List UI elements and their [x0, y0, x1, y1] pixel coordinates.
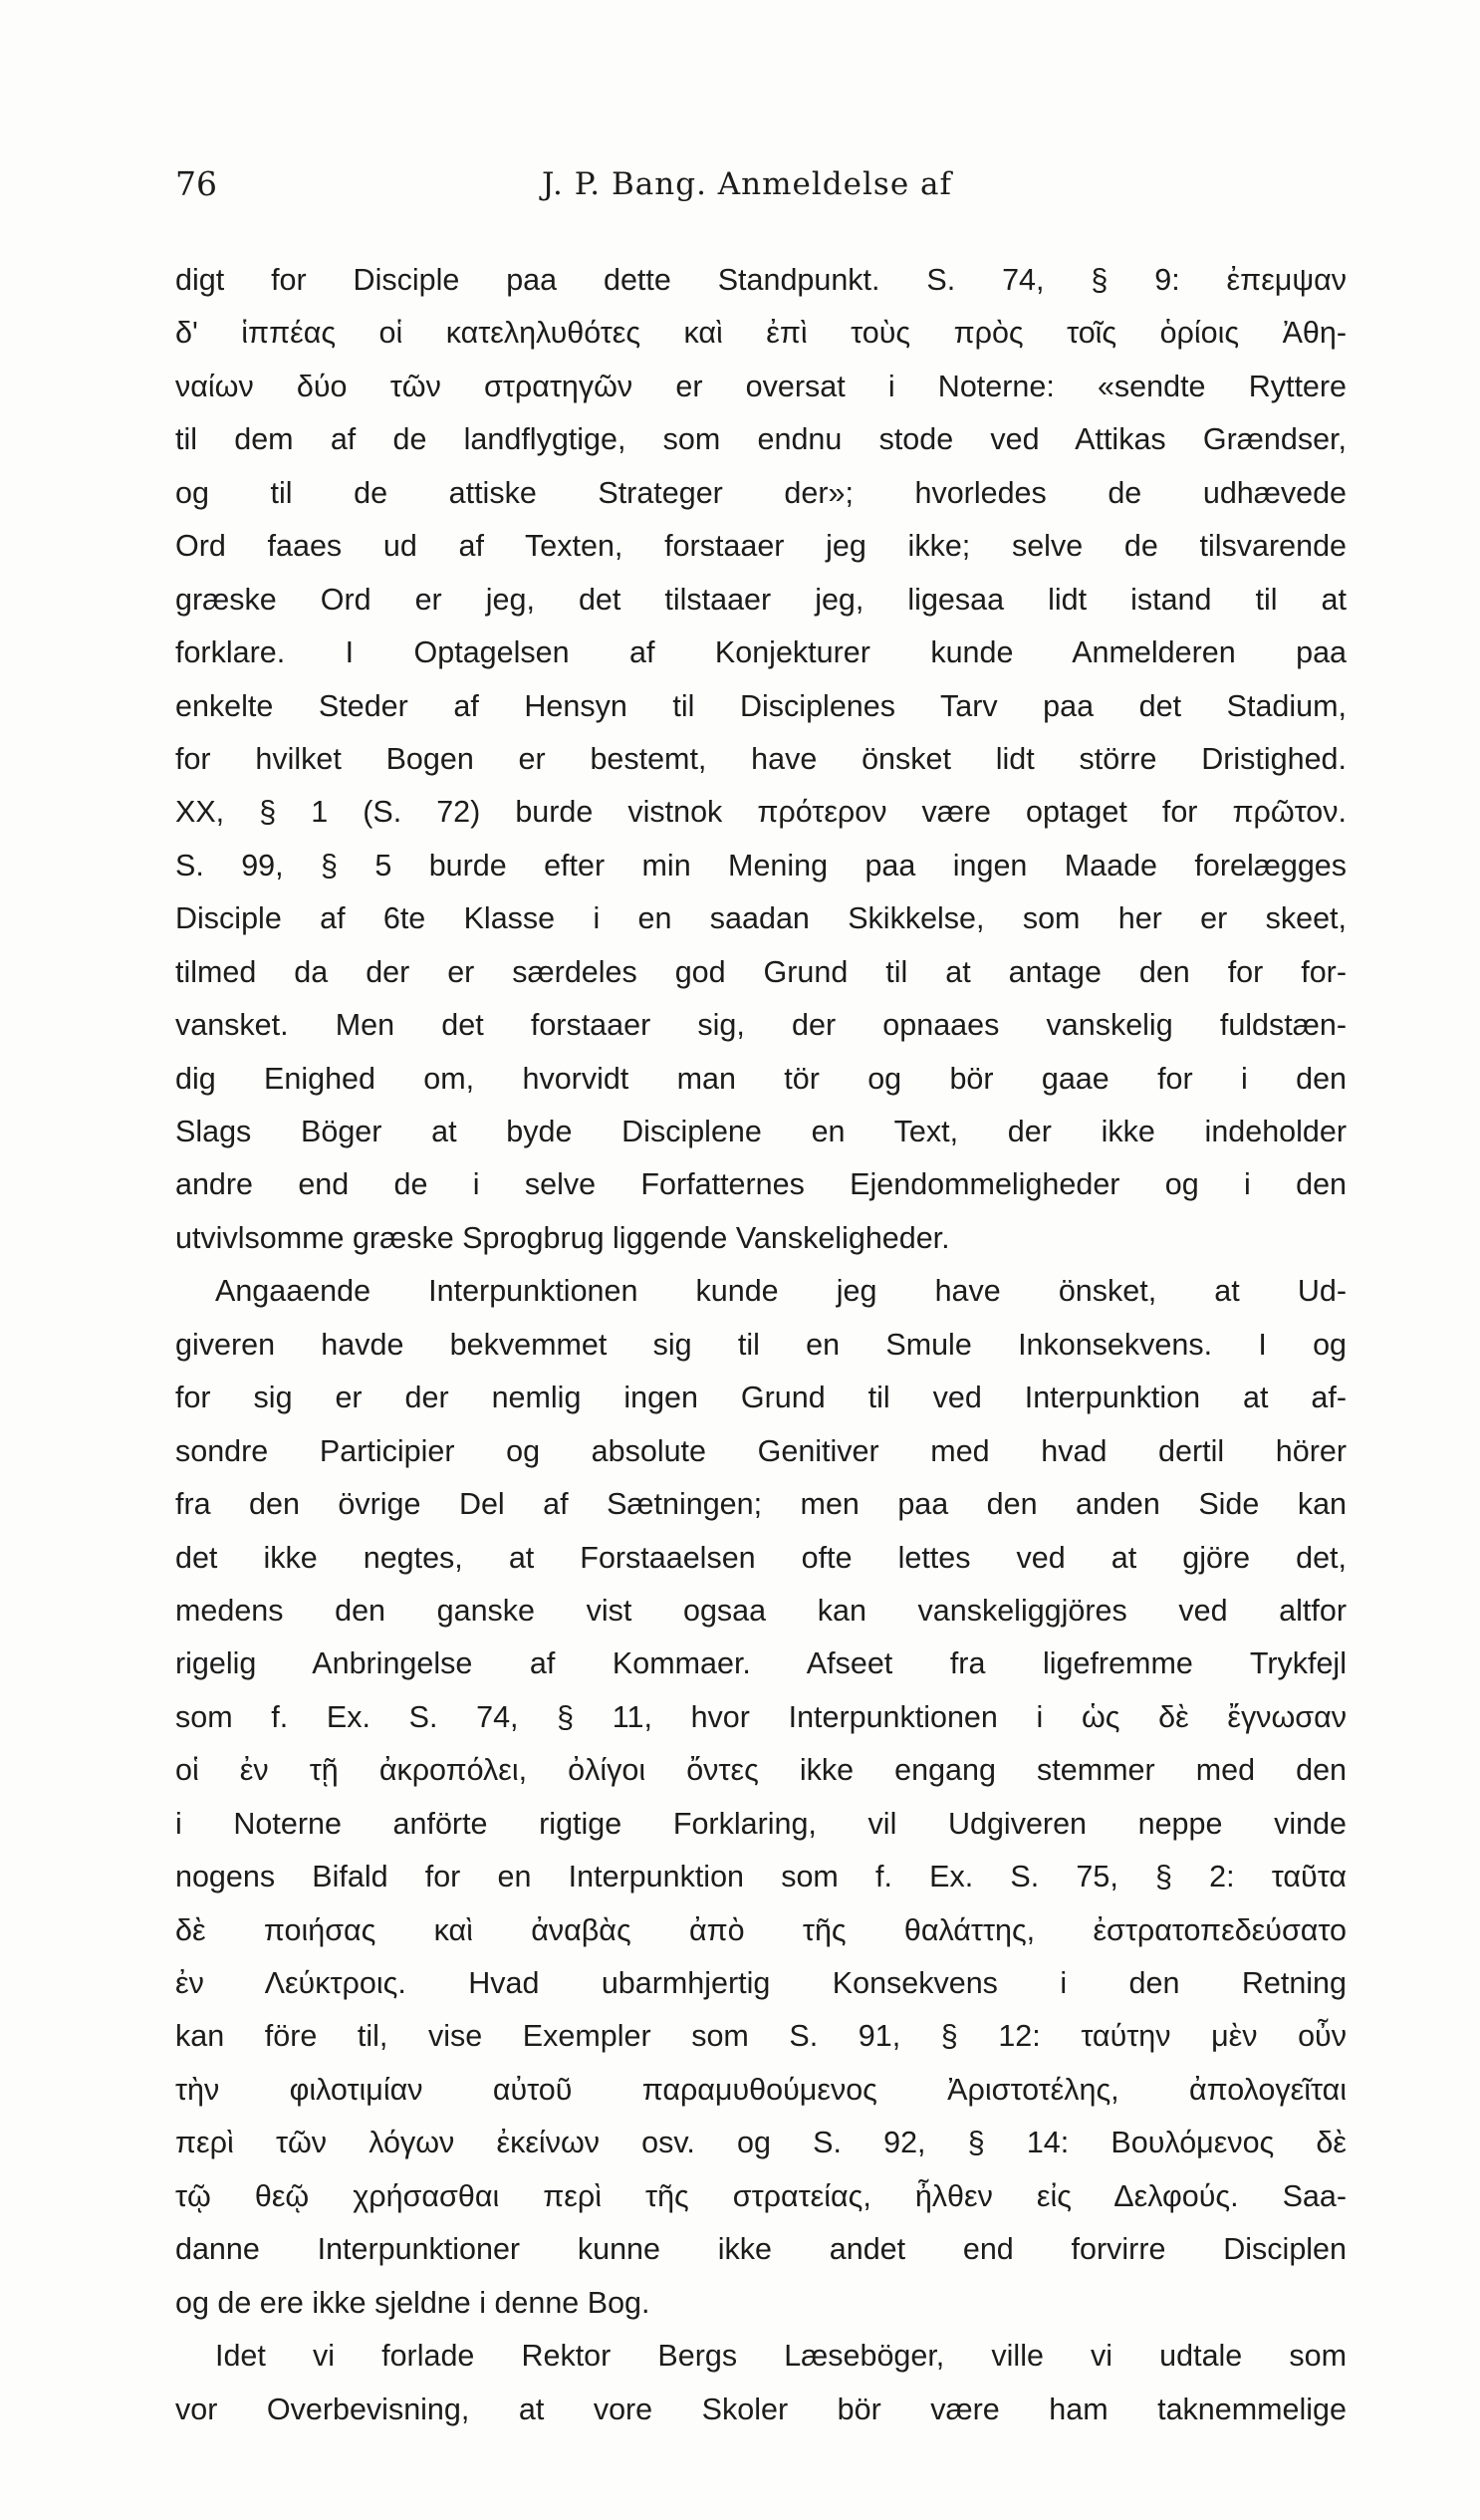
text-line: andre end de i selve Forfatternes Ejendommeligheder og i den [175, 1167, 1347, 1202]
text-line: til dem af de landflygtige, som endnu stode ved Attikas Grændser, [175, 422, 1347, 457]
text-line: forklare. I Optagelsen af Konjekturer kunde Anmelderen paa [175, 635, 1347, 670]
page-header [175, 161, 1351, 207]
text-line: det ikke negtes, at Forstaaelsen ofte lettes ved at gjöre det, [175, 1540, 1347, 1575]
text-line: vansket. Men det forstaaer sig, der opnaaes vanskelig fuldstæn- [175, 1008, 1347, 1043]
body-text [175, 254, 1347, 2436]
text-line: utvivlsomme græske Sprogbrug liggende Vanskeligheder. [175, 1220, 950, 1255]
text-line: kan före til, vise Exempler som S. 91, § 12: ταύτην μὲν οὖν [175, 2019, 1347, 2054]
text-line: τῷ θεῷ χρήσασθαι περὶ τῆς στρατείας, ἦλθεν εἰς Δελφούς. Saa- [175, 2178, 1347, 2213]
text-line: τὴν φιλοτιμίαν αὐτοῦ παραμυθούμενος Ἀριστοτέλης, ἀπολογεῖται [175, 2072, 1347, 2107]
text-line: δὲ ποιήσας καὶ ἀναβὰς ἀπὸ τῆς θαλάττης, ἐστρατοπεδεύσατο [175, 1912, 1347, 1947]
text-line: XX, § 1 (S. 72) burde vistnok πρότερον være optaget for πρῶτον. [175, 795, 1347, 830]
text-line: Disciple af 6te Klasse i en saadan Skikkelse, som her er skeet, [175, 901, 1347, 936]
text-line: og de ere ikke sjeldne i denne Bog. [175, 2285, 650, 2320]
text-line: ναίων δύο τῶν στρατηγῶν er oversat i Noterne: «sendte Ryttere [175, 369, 1347, 403]
text-line: som f. Ex. S. 74, § 11, hvor Interpunktionen i ὡς δὲ ἔγνωσαν [175, 1699, 1347, 1734]
text-line: sondre Participier og absolute Genitiver med hvad dertil hörer [175, 1433, 1347, 1468]
text-line: i Noterne anförte rigtige Forklaring, vil Udgiveren neppe vinde [175, 1806, 1347, 1841]
text-line: giveren havde bekvemmet sig til en Smule Inkonsekvens. I og [175, 1327, 1347, 1362]
text-line: enkelte Steder af Hensyn til Disciplenes Tarv paa det Stadium, [175, 688, 1347, 723]
text-line: ἐν Λεύκτροις. Hvad ubarmhjertig Konsekvens i den Retning [175, 1966, 1347, 2000]
page-number: 76 [175, 164, 217, 203]
text-line: Angaaende Interpunktionen kunde jeg have önsket, at Ud- [215, 1274, 1347, 1309]
text-line: fra den övrige Del af Sætningen; men paa den anden Side kan [175, 1487, 1347, 1522]
running-head: J. P. Bang. Anmeldelse af [542, 166, 952, 202]
text-line: tilmed da der er særdeles god Grund til at antage den for for- [175, 954, 1347, 989]
text-line: dig Enighed om, hvorvidt man tör og bör gaae for i den [175, 1061, 1347, 1096]
text-line: Ord faaes ud af Texten, forstaaer jeg ikke; selve de tilsvarende [175, 529, 1347, 564]
text-line: περὶ τῶν λόγων ἐκείνων osv. og S. 92, § 14: Βουλόμενος δὲ [175, 2126, 1347, 2160]
text-line: danne Interpunktioner kunne ikke andet end forvirre Disciplen [175, 2232, 1347, 2267]
text-line: græske Ord er jeg, det tilstaaer jeg, ligesaa lidt istand til at [175, 582, 1347, 617]
text-line: nogens Bifald for en Interpunktion som f. Ex. S. 75, § 2: ταῦτα [175, 1860, 1347, 1894]
text-line: digt for Disciple paa dette Standpunkt. S. 74, § 9: ἐπεμψαν [175, 263, 1347, 297]
text-line: for hvilket Bogen er bestemt, have önsket lidt större Dristighed. [175, 741, 1347, 776]
text-line: og til de attiske Strateger der»; hvorledes de udhævede [175, 475, 1347, 510]
text-line: vor Overbevisning, at vore Skoler bör være ham taknemmelige [175, 2392, 1347, 2426]
text-line: οἱ ἐν τῇ ἀκροπόλει, ὀλίγοι ὄντες ikke engang stemmer med den [175, 1753, 1347, 1788]
text-line: medens den ganske vist ogsaa kan vanskeliggjöres ved altfor [175, 1593, 1347, 1628]
text-line: rigelig Anbringelse af Kommaer. Afseet fra ligefremme Trykfejl [175, 1646, 1347, 1681]
text-line: for sig er der nemlig ingen Grund til ved Interpunktion at af- [175, 1381, 1347, 1415]
text-line: δ' ἱππέας οἱ κατεληλυθότες καὶ ἐπὶ τοὺς πρὸς τοῖς ὁρίοις Ἀθη- [175, 316, 1347, 351]
text-line: Idet vi forlade Rektor Bergs Læseböger, ville vi udtale som [215, 2339, 1347, 2374]
text-line: Slags Böger at byde Disciplene en Text, der ikke indeholder [175, 1115, 1347, 1148]
text-line: S. 99, § 5 burde efter min Mening paa ingen Maade forelægges [175, 848, 1347, 882]
